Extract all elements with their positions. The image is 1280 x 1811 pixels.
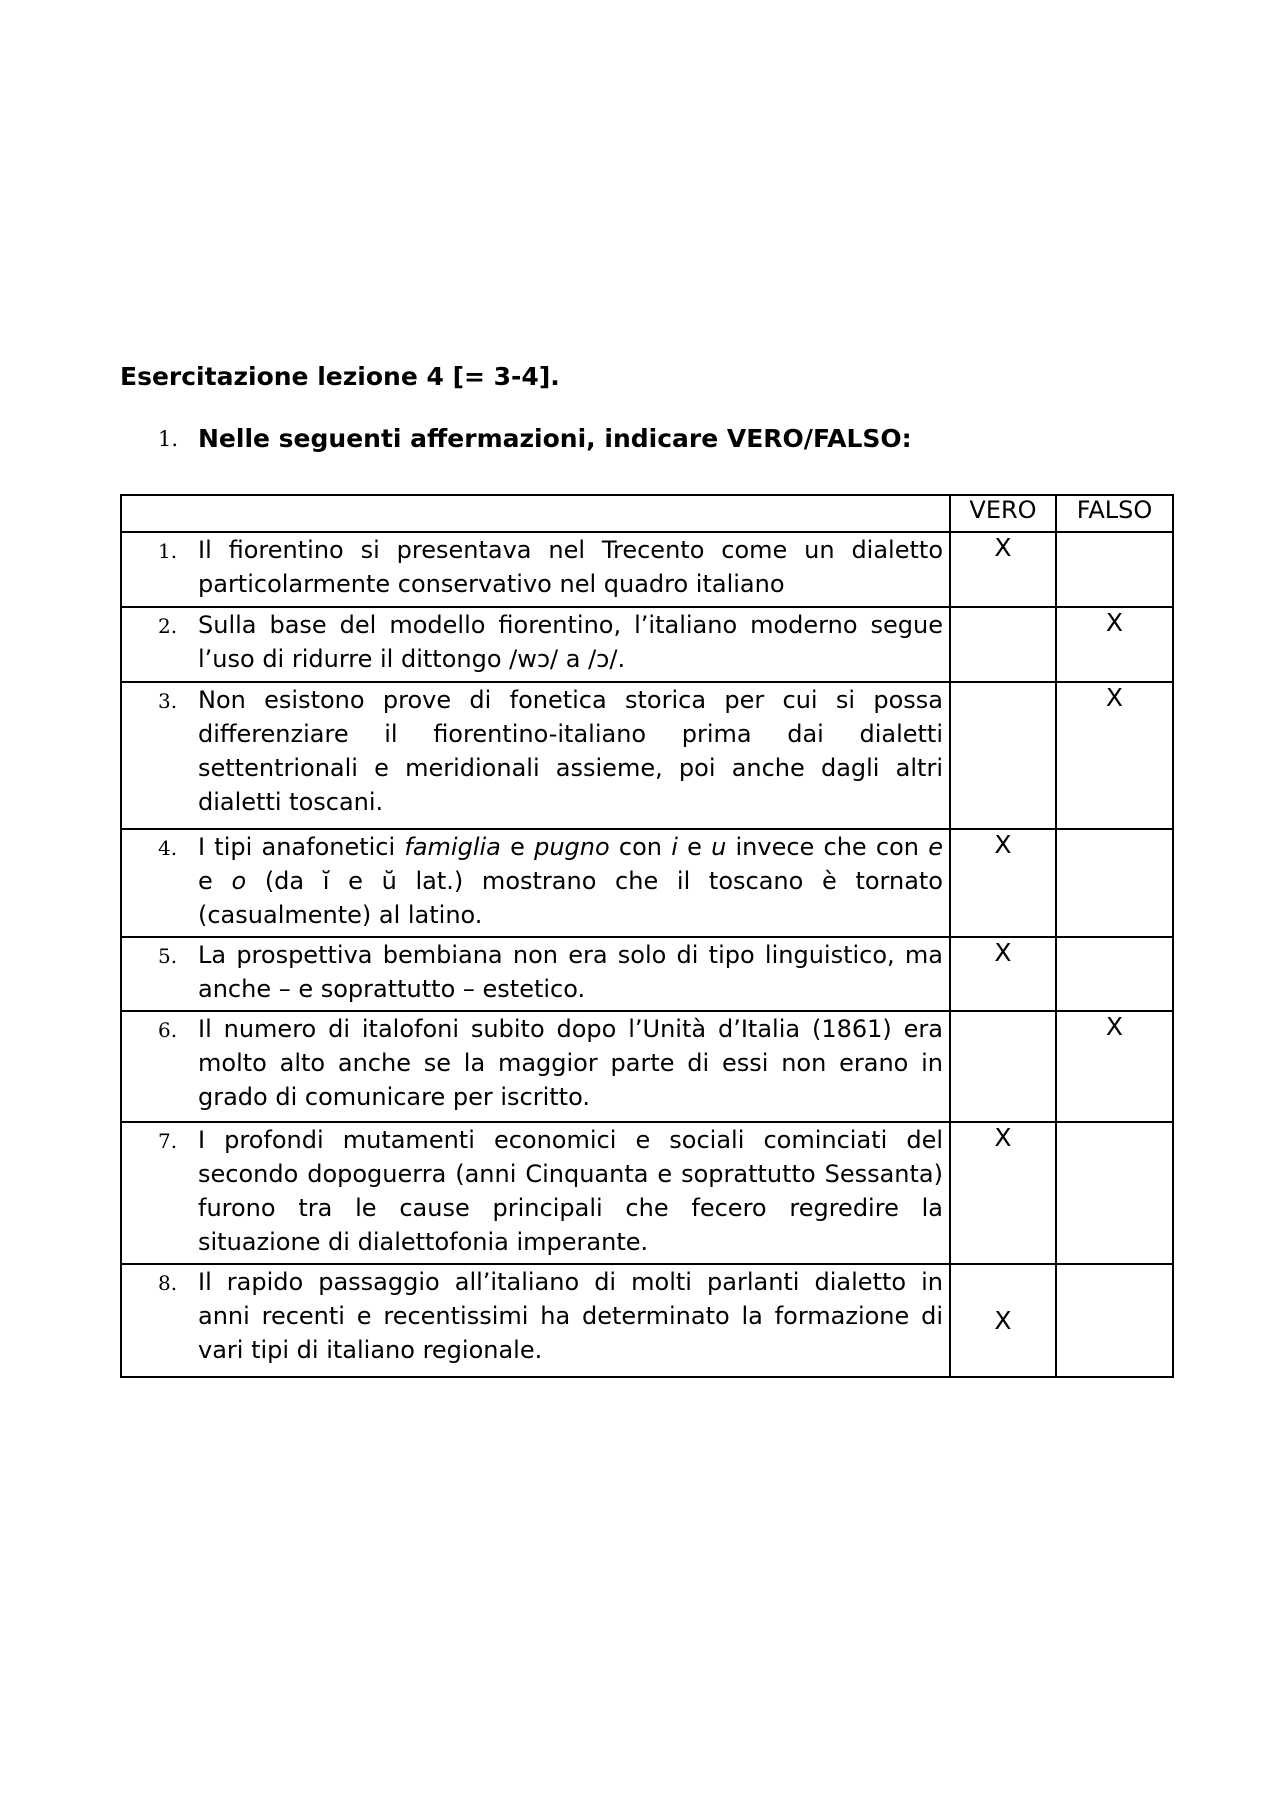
row-statement: Sulla base del modello fiorentino, l’italiano moderno segue l’uso di ridurre il dittongo /wɔ/ a /ɔ/. <box>198 611 943 673</box>
vero-cell: X <box>950 1264 1056 1377</box>
table-row <box>121 829 1173 937</box>
row-statement: I tipi anafonetici famiglia e pugno con i e u invece che con e e o (da ĭ e ŭ lat.) mostrano che il toscano è tornato (casualmente) al latino. <box>198 833 943 929</box>
table-row <box>121 937 1173 1011</box>
header-falso: FALSO <box>1056 495 1173 532</box>
question-text: Nelle seguenti affermazioni, indicare VERO/FALSO: <box>198 424 912 453</box>
row-statement: Il fiorentino si presentava nel Trecento come un dialetto particolarmente conservativo nel quadro italiano <box>198 536 943 598</box>
row-number: 1. <box>158 539 178 563</box>
falso-cell <box>1056 937 1173 1011</box>
row-number: 7. <box>158 1129 178 1153</box>
table-row <box>121 1122 1173 1264</box>
true-false-table <box>120 494 1174 1378</box>
table-row <box>121 532 1173 607</box>
vero-cell: X <box>950 937 1056 1011</box>
table-header-row <box>121 495 1173 532</box>
row-number: 6. <box>158 1018 178 1042</box>
row-number: 5. <box>158 944 178 968</box>
row-number: 8. <box>158 1271 178 1295</box>
table-row <box>121 1011 1173 1122</box>
row-number: 3. <box>158 689 178 713</box>
falso-cell: X <box>1056 682 1173 829</box>
row-statement: I profondi mutamenti economici e sociali cominciati del secondo dopoguerra (anni Cinquanta e soprattutto Sessanta) furono tra le cause principali che fecero regredire la situazione di dialettofonia imperante. <box>198 1126 943 1256</box>
table-row <box>121 607 1173 682</box>
falso-cell <box>1056 1122 1173 1264</box>
table-row <box>121 682 1173 829</box>
row-statement: Il rapido passaggio all’italiano di molti parlanti dialetto in anni recenti e recentissimi ha determinato la formazione di vari tipi di italiano regionale. <box>198 1268 943 1364</box>
header-statement <box>121 495 950 532</box>
falso-cell <box>1056 532 1173 607</box>
vero-cell: X <box>950 829 1056 937</box>
exercise-title: Esercitazione lezione 4 [= 3-4]. <box>120 362 560 391</box>
question-heading <box>158 424 912 453</box>
row-statement: Il numero di italofoni subito dopo l’Unità d’Italia (1861) era molto alto anche se la maggior parte di essi non erano in grado di comunicare per iscritto. <box>198 1015 943 1111</box>
vero-cell <box>950 682 1056 829</box>
vero-cell <box>950 1011 1056 1122</box>
falso-cell: X <box>1056 607 1173 682</box>
header-vero: VERO <box>950 495 1056 532</box>
row-statement: La prospettiva bembiana non era solo di tipo linguistico, ma anche – e soprattutto – estetico. <box>198 941 943 1003</box>
row-statement: Non esistono prove di fonetica storica per cui si possa differenziare il fiorentino-italiano prima dai dialetti settentrionali e meridionali assieme, poi anche dagli altri dialetti toscani. <box>198 686 943 816</box>
vero-cell: X <box>950 532 1056 607</box>
falso-cell: X <box>1056 1011 1173 1122</box>
vero-cell <box>950 607 1056 682</box>
row-number: 2. <box>158 614 178 638</box>
table-row <box>121 1264 1173 1377</box>
row-number: 4. <box>158 836 178 860</box>
falso-cell <box>1056 829 1173 937</box>
falso-cell <box>1056 1264 1173 1377</box>
vero-cell: X <box>950 1122 1056 1264</box>
question-number: 1. <box>158 427 179 451</box>
